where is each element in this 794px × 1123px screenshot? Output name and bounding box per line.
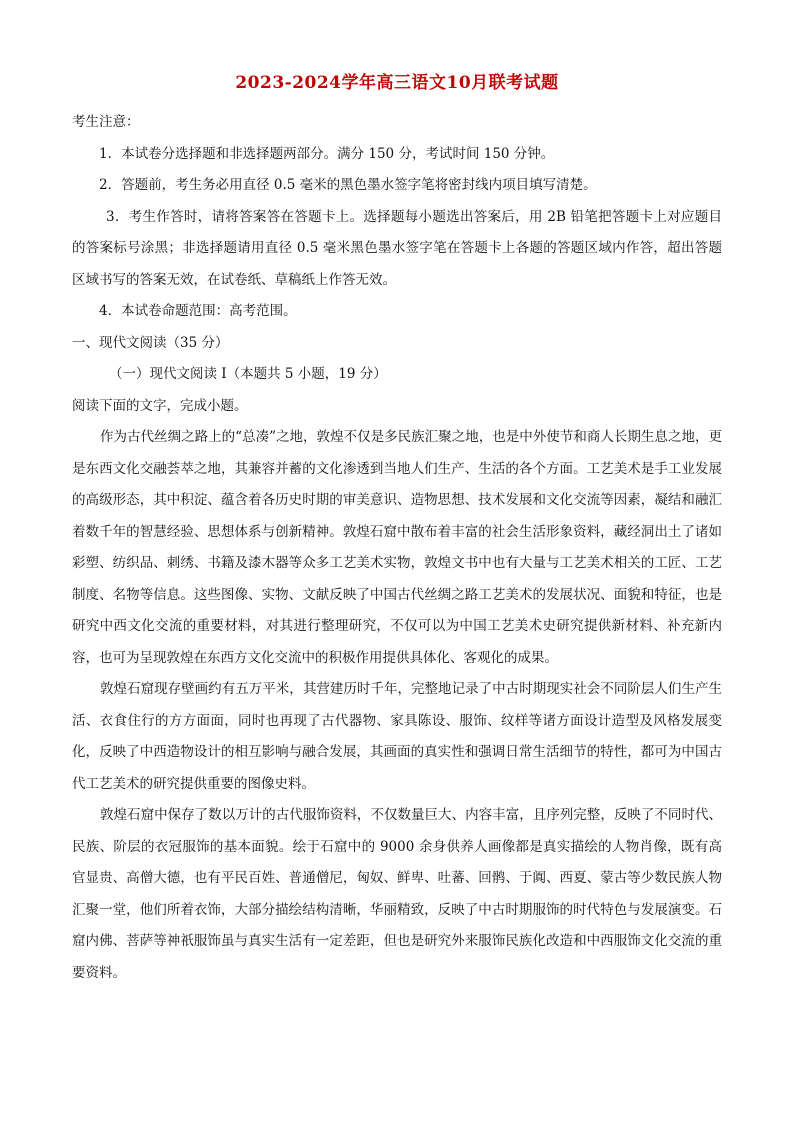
passage-paragraph-1: 作为古代丝绸之路上的“总凑”之地，敦煌不仅是多民族汇聚之地，也是中外使节和商人长期生息之地，更是东西文化交融荟萃之地，其兼容并蓄的文化渗透到当地人们生产、生活的各个方面。工艺美术是手工业发展的高级形态，其中积淀、蕴含着各历史时期的审美意识、造物思想、技术发展和文化交流等因素，凝结和融汇着数千年的智慧经验、思想体系与创新精神。敦煌石窟中散布着丰富的社会生活形象资料，藏经洞出土了诸如彩塑、纺织品、刺绣、书籍及漆木器等众多工艺美术实物，敦煌文书中也有大量与工艺美术相关的工匠、工艺制度、名物等信息。这些图像、实物、文献反映了中国古代丝绸之路工艺美术的发展状况、面貌和特征，也是研究中西文化交流的重要材料，对其进行整理研究，不仅可以为中国工艺美术史研究提供新材料、补充新内容，也可为呈现敦煌在东西方文化交流中的积极作用提供具体化、客观化的成果。 — [72, 429, 722, 666]
section-heading: 一、现代文阅读（35 分） — [72, 334, 229, 351]
reading-instruction: 阅读下面的文字，完成小题。 — [72, 397, 248, 414]
passage-paragraph-2: 敦煌石窟现存壁画约有五万平米，其营建历时千年，完整地记录了中古时期现实社会不同阶层人们生产生活、衣食住行的方方面面，同时也再现了古代器物、家具陈设、服饰、纹样等诸方面设计造型及风格发展变化，反映了中西造物设计的相互影响与融合发展，其画面的真实性和强调日常生活细节的特性，都可为中国古代工艺美术的研究提供重要的图像史料。 — [72, 681, 722, 792]
notice-item-2: 2．答题前，考生务必用直径 0.5 毫米的黑色墨水签字笔将密封线内项目填写清楚。 — [99, 177, 597, 193]
notice-item-3: 3．考生作答时，请将答案答在答题卡上。选择题每小题选出答案后，用 2B 铅笔把答题卡上对应题目的答案标号涂黑；非选择题请用直径 0.5 毫米黑色墨水签字笔在答题卡上各题的答题区域内作答，超出答题区域书写的答案无效，在试卷纸、草稿纸上作答无效。 — [72, 208, 722, 288]
passage-paragraph-3: 敦煌石窟中保存了数以万计的古代服饰资料，不仅数量巨大、内容丰富，且序列完整，反映了不同时代、民族、阶层的衣冠服饰的基本面貌。绘于石窟中的 9000 余身供养人画像都是真实描绘的人物肖像，既有高官显贵、高僧大德，也有平民百姓、普通僧尼，匈奴、鲜卑、吐蕃、回鹘、于阗、西夏、蒙古等少数民族人物汇聚一堂，他们所着衣饰，大部分描绘结构清晰，华丽精致，反映了中古时期服饰的时代特色与发展演变。石窟内佛、菩萨等神祇服饰虽与真实生活有一定差距，但也是研究外来服饰民族化改造和中西服饰文化交流的重要资料。 — [72, 807, 722, 981]
document-title: 2023-2024学年高三语文10月联考试题 — [235, 73, 559, 93]
notice-item-4: 4．本试卷命题范围：高考范围。 — [99, 303, 297, 319]
section-subheading: （一）现代文阅读 I（本题共 5 小题，19 分） — [109, 366, 387, 382]
notice-item-1: 1．本试卷分选择题和非选择题两部分。满分 150 分，考试时间 150 分钟。 — [99, 145, 555, 162]
notice-heading: 考生注意： — [72, 114, 140, 130]
